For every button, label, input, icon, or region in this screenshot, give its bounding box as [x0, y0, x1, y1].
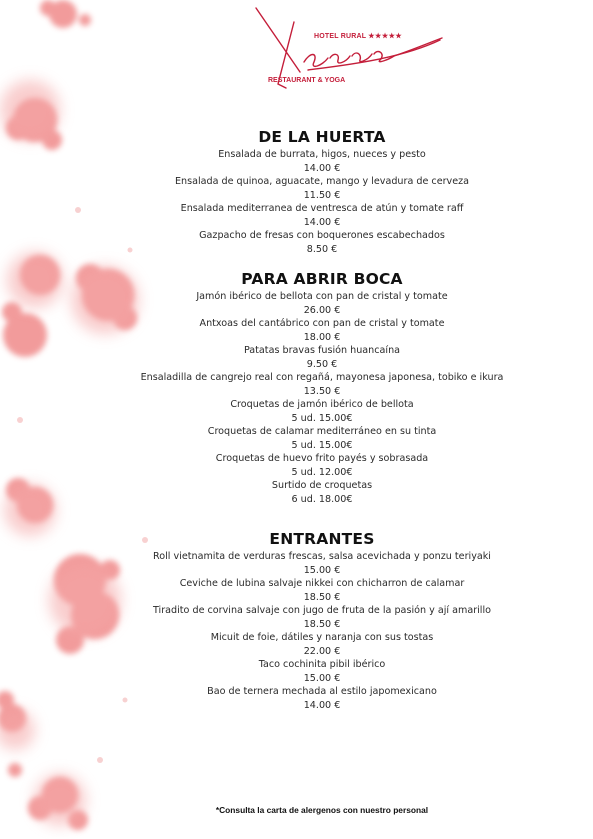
section-title: ENTRANTES — [269, 530, 375, 548]
menu-item-name: Roll vietnamita de verduras frescas, salsa acevichada y ponzu teriyaki — [153, 551, 491, 562]
menu-item-price: 11.50 € — [303, 189, 341, 201]
menu-item-name: Antxoas del cantábrico con pan de cristal y tomate — [199, 318, 445, 329]
menu-item-price: 22.00 € — [303, 645, 341, 657]
section-spacer — [100, 256, 544, 268]
menu-item-price: 15.00 € — [303, 564, 341, 576]
menu-item-name: Tiradito de corvina salvaje con jugo de fruta de la pasión y ají amarillo — [152, 605, 492, 616]
menu-item-name: Ensaladilla de cangrejo real con regañá, mayonesa japonesa, tobiko e ikura — [140, 372, 504, 383]
menu-item-price: 5 ud. 15.00€ — [291, 412, 353, 424]
menu-item-name: Surtido de croquetas — [271, 480, 373, 491]
menu-item-price: 5 ud. 12.00€ — [291, 466, 353, 478]
menu-item-name: Jamón ibérico de bellota con pan de cristal y tomate — [196, 291, 448, 302]
menu-item-name: Ensalada de quinoa, aguacate, mango y levadura de cerveza — [174, 176, 470, 187]
menu-item-price: 13.50 € — [303, 385, 341, 397]
menu-item-name: Croquetas de huevo frito payés y sobrasada — [215, 453, 429, 464]
restaurant-yoga-label: RESTAURANT & YOGA — [268, 77, 346, 84]
allergen-note: *Consulta la carta de alergenos con nuestro personal — [215, 805, 429, 815]
section-title: PARA ABRIR BOCA — [241, 270, 403, 288]
menu-item-price: 14.00 € — [303, 162, 341, 174]
menu-content — [100, 126, 544, 712]
menu-section — [100, 268, 544, 506]
menu-item-name: Ensalada de burrata, higos, nueces y pesto — [218, 149, 426, 160]
menu-item-price: 18.50 € — [303, 618, 341, 630]
menu-section — [100, 528, 544, 712]
menu-item-price: 5 ud. 15.00€ — [291, 439, 353, 451]
menu-item-price: 26.00 € — [303, 304, 341, 316]
menu-item-name: Croquetas de calamar mediterráneo en su tinta — [207, 426, 437, 437]
menu-item-name: Micuit de foie, dátiles y naranja con sus tostas — [210, 632, 434, 643]
section-title: DE LA HUERTA — [258, 128, 386, 146]
menu-section — [100, 126, 544, 256]
menu-item-name: Gazpacho de fresas con boquerones escabechados — [199, 230, 445, 241]
menu-item-price: 8.50 € — [306, 243, 338, 255]
menu-item-name: Bao de ternera mechada al estilo japomexicano — [207, 686, 437, 697]
menu-item-price: 15.00 € — [303, 672, 341, 684]
menu-item-name: Ensalada mediterranea de ventresca de atún y tomate raff — [180, 203, 464, 214]
menu-item-price: 18.50 € — [303, 591, 341, 603]
hotel-text: HOTEL RURAL — [314, 33, 367, 40]
menu-item-name: Ceviche de lubina salvaje nikkei con chicharron de calamar — [179, 578, 465, 589]
menu-item-name: Taco cochinita pibil ibérico — [258, 659, 386, 670]
menu-item-price: 9.50 € — [306, 358, 338, 370]
hotel-rural-label — [314, 32, 402, 40]
five-stars-icon: ★★★★★ — [368, 33, 403, 40]
menu-item-name: Croquetas de jamón ibérico de bellota — [230, 399, 414, 410]
menu-item-price: 6 ud. 18.00€ — [291, 493, 353, 505]
hotel-logo — [248, 4, 448, 92]
menu-item-price: 18.00 € — [303, 331, 341, 343]
menu-item-price: 14.00 € — [303, 216, 341, 228]
section-spacer — [100, 506, 544, 528]
menu-item-price: 14.00 € — [303, 699, 341, 711]
menu-item-name: Patatas bravas fusión huancaína — [243, 345, 401, 356]
